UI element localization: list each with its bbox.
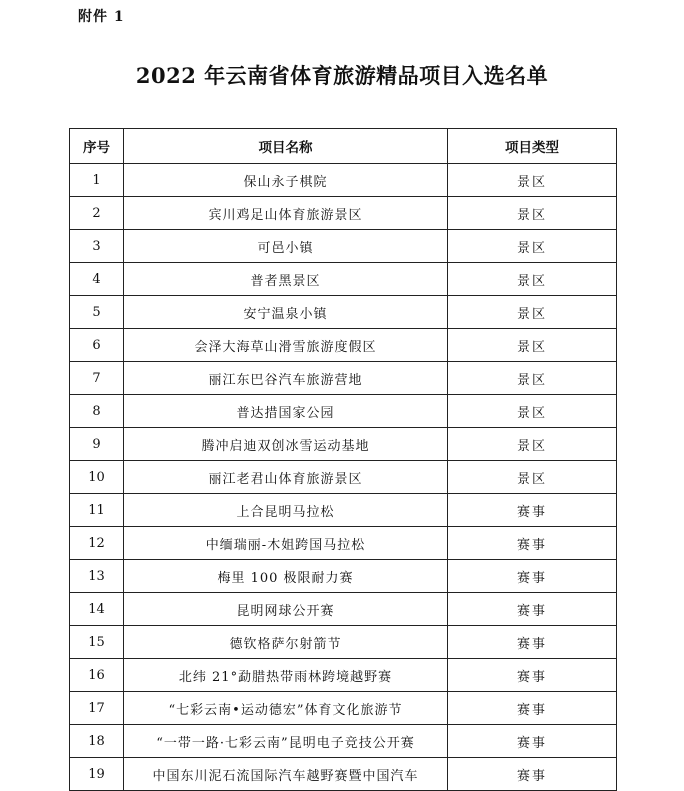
table-row <box>70 197 617 230</box>
row-number-cell: 13 <box>70 560 124 593</box>
table-row <box>70 428 617 461</box>
row-number-cell: 17 <box>70 692 124 725</box>
project-type-cell: 赛事 <box>448 494 617 527</box>
project-name-cell: 丽江老君山体育旅游景区 <box>124 461 448 494</box>
table-row <box>70 659 617 692</box>
table-row <box>70 362 617 395</box>
project-name-cell: 会泽大海草山滑雪旅游度假区 <box>124 329 448 362</box>
row-number-cell: 18 <box>70 725 124 758</box>
row-number-cell: 12 <box>70 527 124 560</box>
table-header <box>70 129 617 164</box>
project-name-cell: 梅里 100 极限耐力赛 <box>124 560 448 593</box>
table-row <box>70 725 617 758</box>
project-type-cell: 赛事 <box>448 560 617 593</box>
project-name-cell: “七彩云南•运动德宏”体育文化旅游节 <box>124 692 448 725</box>
project-name-cell: 腾冲启迪双创冰雪运动基地 <box>124 428 448 461</box>
row-number-cell: 3 <box>70 230 124 263</box>
table-row <box>70 230 617 263</box>
header-number: 序号 <box>70 129 124 164</box>
row-number-cell: 10 <box>70 461 124 494</box>
project-type-cell: 景区 <box>448 362 617 395</box>
project-name-cell: 中缅瑞丽-木姐跨国马拉松 <box>124 527 448 560</box>
table-row <box>70 593 617 626</box>
table-body <box>70 164 617 791</box>
project-type-cell: 赛事 <box>448 527 617 560</box>
table-row <box>70 263 617 296</box>
project-type-cell: 赛事 <box>448 593 617 626</box>
table-row <box>70 395 617 428</box>
table-row <box>70 329 617 362</box>
project-name-cell: 中国东川泥石流国际汽车越野赛暨中国汽车 <box>124 758 448 791</box>
attachment-label: 附件 1 <box>78 9 125 25</box>
project-type-cell: 赛事 <box>448 692 617 725</box>
project-name-cell: 可邑小镇 <box>124 230 448 263</box>
row-number-cell: 2 <box>70 197 124 230</box>
row-number-cell: 7 <box>70 362 124 395</box>
project-type-cell: 景区 <box>448 296 617 329</box>
table-row <box>70 527 617 560</box>
header-project-type: 项目类型 <box>448 129 617 164</box>
row-number-cell: 16 <box>70 659 124 692</box>
project-name-cell: 昆明网球公开赛 <box>124 593 448 626</box>
row-number-cell: 1 <box>70 164 124 197</box>
row-number-cell: 11 <box>70 494 124 527</box>
project-name-cell: 宾川鸡足山体育旅游景区 <box>124 197 448 230</box>
table-row <box>70 692 617 725</box>
project-type-cell: 赛事 <box>448 659 617 692</box>
project-name-cell: 上合昆明马拉松 <box>124 494 448 527</box>
project-type-cell: 景区 <box>448 461 617 494</box>
project-type-cell: 景区 <box>448 428 617 461</box>
header-project-name: 项目名称 <box>124 129 448 164</box>
project-name-cell: 德钦格萨尔射箭节 <box>124 626 448 659</box>
project-name-cell: 北纬 21°勐腊热带雨林跨境越野赛 <box>124 659 448 692</box>
project-name-cell: 丽江东巴谷汽车旅游营地 <box>124 362 448 395</box>
project-type-cell: 景区 <box>448 395 617 428</box>
project-type-cell: 景区 <box>448 230 617 263</box>
row-number-cell: 14 <box>70 593 124 626</box>
project-type-cell: 景区 <box>448 329 617 362</box>
table-row <box>70 560 617 593</box>
table-row <box>70 626 617 659</box>
header-row <box>70 129 617 164</box>
row-number-cell: 4 <box>70 263 124 296</box>
table-row <box>70 494 617 527</box>
row-number-cell: 15 <box>70 626 124 659</box>
project-name-cell: “一带一路·七彩云南”昆明电子竞技公开赛 <box>124 725 448 758</box>
project-type-cell: 赛事 <box>448 725 617 758</box>
row-number-cell: 5 <box>70 296 124 329</box>
project-type-cell: 景区 <box>448 263 617 296</box>
project-type-cell: 景区 <box>448 164 617 197</box>
table-row <box>70 461 617 494</box>
table-row <box>70 164 617 197</box>
project-list-table <box>69 128 617 791</box>
document-title: 2022 年云南省体育旅游精品项目入选名单 <box>135 63 549 88</box>
project-type-cell: 景区 <box>448 197 617 230</box>
project-type-cell: 赛事 <box>448 626 617 659</box>
project-name-cell: 安宁温泉小镇 <box>124 296 448 329</box>
row-number-cell: 19 <box>70 758 124 791</box>
project-name-cell: 普者黑景区 <box>124 263 448 296</box>
row-number-cell: 8 <box>70 395 124 428</box>
project-type-cell: 赛事 <box>448 758 617 791</box>
project-name-cell: 普达措国家公园 <box>124 395 448 428</box>
table-row <box>70 296 617 329</box>
row-number-cell: 9 <box>70 428 124 461</box>
row-number-cell: 6 <box>70 329 124 362</box>
project-name-cell: 保山永子棋院 <box>124 164 448 197</box>
